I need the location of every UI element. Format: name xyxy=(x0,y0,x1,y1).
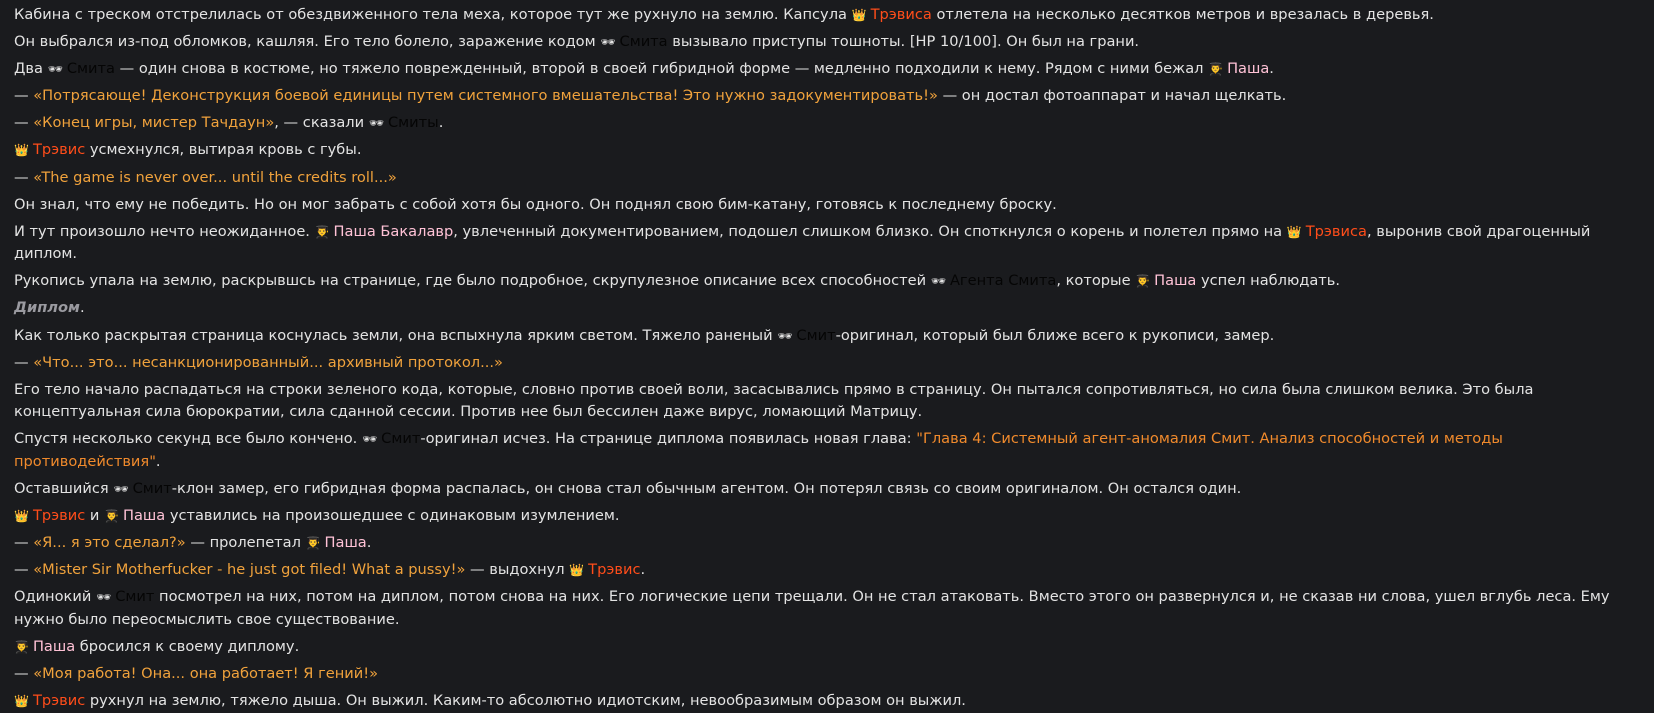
sunglasses-icon: 🕶 xyxy=(113,481,129,496)
text-smith: Смита xyxy=(66,60,115,78)
text-segment: Два xyxy=(14,60,48,78)
text-segment: и xyxy=(85,507,105,524)
text-segment: И тут произошло нечто неожиданное. xyxy=(14,222,315,240)
paragraph xyxy=(14,58,1640,81)
sunglasses-icon: 🕶 xyxy=(47,62,63,77)
text-travis: Трэвиса xyxy=(1305,222,1367,240)
paragraph xyxy=(14,221,1640,266)
text-segment: — xyxy=(14,561,34,579)
sunglasses-icon: 🕶 xyxy=(777,328,793,343)
text-segment: — выдохнул xyxy=(465,561,570,579)
text-segment: посмотрел на них, потом на диплом, потом снова на них. Его логические цепи трещали. Он не стал атаковать. Вместо этого он развернулся и, не сказав ни слова, ушел вглубь леса. Ему нужно было переосмыслить свое существование. xyxy=(14,588,1610,628)
text-segment: Его тело начало распадаться на строки зеленого кода, которые, словно против своей воли, засасывались прямо в страницу. Он пытался сопротивляться, но сила была слишком велика. Это была концептуальная сила бюрократии, сила сданной сессии. Против нее был бессилен даже вирус, ломающий Матрицу. xyxy=(14,380,1534,421)
paragraph xyxy=(14,270,1640,293)
text-segment: — xyxy=(14,664,34,682)
text-pasha: Паша Бакалавр xyxy=(333,222,454,240)
sunglasses-icon: 🕶 xyxy=(368,116,384,131)
text-segment: Одинокий xyxy=(14,588,96,606)
crown-icon: 👑 xyxy=(851,8,867,22)
text-speech: «Конец игры, мистер Тачдаун» xyxy=(33,114,275,132)
graduate-icon: 👨‍🎓 xyxy=(305,536,321,551)
paragraph xyxy=(14,428,1640,473)
text-segment: — xyxy=(14,168,34,186)
text-segment: — он достал фотоаппарат и начал щелкать. xyxy=(937,87,1287,105)
text-segment: , — сказали xyxy=(274,114,369,132)
text-segment: . xyxy=(79,299,85,317)
text-segment: — пролепетал xyxy=(185,534,306,552)
paragraph xyxy=(14,586,1640,631)
text-speech: «Моя работа! Она... она работает! Я гений!» xyxy=(33,664,379,682)
text-segment: вызывало приступы тошноты. [HP 10/100]. Он был на грани. xyxy=(667,33,1140,51)
text-smith: Смит xyxy=(132,479,172,497)
text-segment: успел наблюдать. xyxy=(1196,272,1341,290)
text-travis: Трэвис xyxy=(32,692,86,710)
paragraph xyxy=(14,532,1640,555)
crown-icon: 👑 xyxy=(1286,224,1302,239)
text-speech: «Mister Sir Motherfucker - he just got filed! What a pussy!» xyxy=(33,561,466,579)
text-segment: -клон замер, его гибридная форма распалась, он снова стал обычным агентом. Он потерял связь со своим оригиналом. Он остался один. xyxy=(171,479,1242,497)
text-pasha: Паша xyxy=(1154,272,1197,290)
text-segment: Кабина с треском отстрелилась от обездвиженного тела меха, которое тут же рухнуло на землю. Капсула xyxy=(14,6,852,23)
text-travis: Трэвиса xyxy=(870,6,932,23)
crown-icon: 👑 xyxy=(14,509,29,523)
text-italic: Диплом xyxy=(14,299,80,317)
text-travis: Трэвис xyxy=(32,507,86,524)
text-speech: «Я... я это сделал?» xyxy=(33,534,186,552)
paragraph xyxy=(14,352,1640,375)
paragraph xyxy=(14,505,1640,528)
text-smith: Смиты xyxy=(387,114,439,132)
crown-icon: 👑 xyxy=(14,694,29,709)
graduate-icon: 👨‍🎓 xyxy=(104,509,119,523)
text-segment: — xyxy=(14,534,34,552)
sunglasses-icon: 🕶 xyxy=(361,432,378,447)
paragraph xyxy=(14,559,1640,582)
text-segment: . xyxy=(1269,60,1274,78)
text-smith: Смит xyxy=(796,326,836,344)
paragraph xyxy=(14,31,1640,54)
text-segment: Он выбрался из-под обломков, кашляя. Его тело болело, заражение кодом xyxy=(14,33,601,51)
paragraph xyxy=(14,4,1640,27)
text-segment: уставились на произошедшее с одинаковым изумлением. xyxy=(165,507,620,524)
paragraph xyxy=(14,297,1640,320)
text-speech: «The game is never over... until the credits roll...» xyxy=(33,168,397,186)
text-segment: , которые xyxy=(1056,272,1136,290)
text-segment: -оригинал исчез. На странице диплома появилась новая глава: xyxy=(420,430,917,448)
text-quote: "Глава 4: Системный агент-аномалия Смит. Анализ способностей и методы противодействия" xyxy=(14,430,1503,470)
text-segment: Рукопись упала на землю, раскрывшсь на странице, где было подробное, скрупулезное описание всех способностей xyxy=(14,272,931,290)
text-segment: Как только раскрытая страница коснулась земли, она вспыхнула ярким светом. Тяжело раненый xyxy=(14,326,778,344)
text-segment: . xyxy=(640,561,646,579)
text-segment: . xyxy=(366,534,372,552)
text-pasha: Паша xyxy=(32,637,76,655)
text-segment: -оригинал, который был ближе всего к рукописи, замер. xyxy=(835,326,1275,344)
paragraph xyxy=(14,379,1640,424)
text-pasha: Паша xyxy=(122,507,166,524)
text-segment: , увлеченный документированием, подошел слишком близко. Он споткнулся о корень и полетел прямо на xyxy=(453,222,1287,240)
paragraph xyxy=(14,325,1640,348)
paragraph xyxy=(14,478,1640,501)
text-segment: — xyxy=(14,87,34,105)
text-speech: «Что... это... несанкционированный... архивный протокол...» xyxy=(33,353,503,371)
text-segment: отлетела на несколько десятков метров и врезалась в деревья. xyxy=(931,6,1434,23)
text-segment: — xyxy=(14,114,34,132)
crown-icon: 👑 xyxy=(569,563,585,578)
paragraph xyxy=(14,139,1640,162)
text-smith: Смита xyxy=(619,33,668,51)
text-travis: Трэвис xyxy=(588,561,641,579)
text-pasha: Паша xyxy=(324,534,367,552)
text-segment: — один снова в костюме, но тяжело поврежденный, второй в своей гибридной форме — медленно подходили к нему. Рядом с ними бежал xyxy=(114,60,1209,78)
graduate-icon: 👨‍🎓 xyxy=(1208,62,1224,77)
graduate-icon: 👨‍🎓 xyxy=(314,224,330,239)
sunglasses-icon: 🕶 xyxy=(930,274,946,289)
paragraph xyxy=(14,690,1640,713)
text-segment: бросился к своему диплому. xyxy=(75,637,300,655)
text-segment: . xyxy=(155,452,161,470)
text-segment: Спустя несколько секунд все было кончено. xyxy=(14,430,362,448)
paragraph xyxy=(14,112,1640,135)
sunglasses-icon: 🕶 xyxy=(600,35,616,50)
text-smith: Агента Смита xyxy=(949,272,1057,290)
paragraph xyxy=(14,636,1640,659)
text-segment: рухнул на землю, тяжело дыша. Он выжил. Каким-то абсолютно идиотским, невообразимым образом он выжил. xyxy=(85,692,966,710)
paragraph xyxy=(14,194,1640,217)
graduate-icon: 👨‍🎓 xyxy=(1135,274,1151,289)
text-pasha: Паша xyxy=(1227,60,1270,78)
text-segment: усмехнулся, вытирая кровь с губы. xyxy=(85,141,362,159)
text-segment: , выронив свой драгоценный диплом. xyxy=(14,222,1591,263)
text-speech: «Потрясающе! Деконструкция боевой единицы путем системного вмешательства! Это нужно задокументировать!» xyxy=(33,87,938,105)
text-travis: Трэвис xyxy=(32,141,86,159)
text-segment: Он знал, что ему не победить. Но он мог забрать с собой хотя бы одного. Он поднял свою бим-катану, готовясь к последнему броску. xyxy=(14,195,1057,213)
sunglasses-icon: 🕶 xyxy=(95,590,112,605)
text-smith: Смит xyxy=(115,588,155,606)
paragraph xyxy=(14,167,1640,190)
graduate-icon: 👨‍🎓 xyxy=(14,639,29,654)
text-segment: Оставшийся xyxy=(14,479,114,497)
paragraph xyxy=(14,85,1640,108)
text-segment: — xyxy=(14,353,34,371)
text-segment: . xyxy=(438,114,444,132)
paragraph xyxy=(14,663,1640,686)
text-smith: Смит xyxy=(381,430,421,448)
crown-icon: 👑 xyxy=(14,143,29,158)
